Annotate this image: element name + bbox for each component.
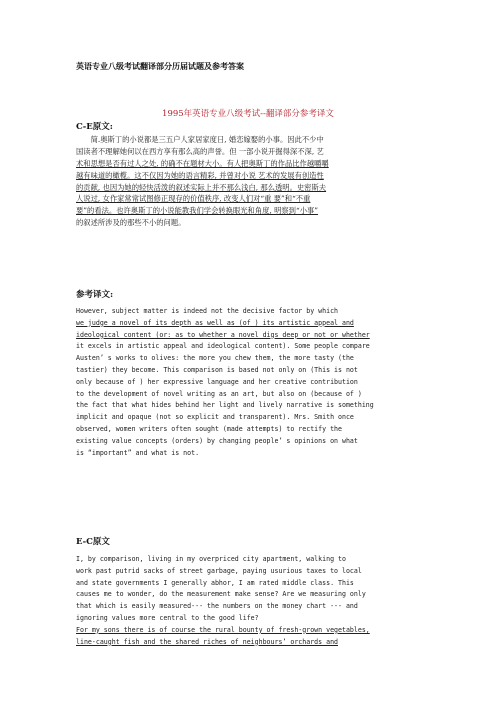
ce-line: 简.奥斯丁的小说都是三五户人家居家度日, 婚恋嫁娶的小事。因此不少中 xyxy=(76,135,324,144)
ec-line: For my sons there is of course the rural bounty of fresh-grown vegetables, xyxy=(76,625,370,634)
ref-line: it excels in artistic appeal and ideological content). Some people compare xyxy=(76,342,370,351)
ref-line: observed, women writers often sought (made attempts) to rectify the xyxy=(76,424,342,433)
ce-line: 国读者不理解她何以在西方享有那么高的声誉。但 一部小说开掘得深不深, 艺 xyxy=(76,146,324,156)
ce-heading: C-E原文: xyxy=(76,122,113,132)
ec-line: I, by comparison, living in my overpriced city apartment, walking to xyxy=(76,555,346,563)
ce-line: 的叙述所涉及的那些不小的问题。 xyxy=(76,218,186,228)
ref-line: is “important” and what is not. xyxy=(76,448,200,457)
ce-line: 越有味道的橄榄。这不仅因为她的语言精彩, 并曾对小说 艺术的发展有创造性 xyxy=(76,170,324,180)
ref-line: to the development of novel writing as an art, but also on (because of ) xyxy=(76,389,362,398)
ref-line: we judge a novel of its depth as well as (of ) its artistic appeal and xyxy=(76,318,354,327)
ref-line: tastier) they become. This comparison is based not only on (This is not xyxy=(76,365,358,374)
ref-line: the fact that what hides behind her light and lively narrative is something xyxy=(76,401,374,410)
ce-line: 人说过, 女作家常常试图修正现存的价值秩序, 改变人们对“重 要”和“不重 xyxy=(76,194,311,204)
document-title: 英语专业八级考试翻译部分历届试题及参考答案 xyxy=(76,61,244,71)
reference-heading: 参考译文: xyxy=(76,290,114,300)
ref-line: However, subject matter is indeed not the decisive factor by which xyxy=(76,307,339,315)
ce-line: 术和思想是否有过人之处, 的确不在题材大小。有人把奥斯丁的作品比作越嚼嚼 xyxy=(76,158,329,168)
ce-source-paragraph xyxy=(76,134,420,229)
ec-line: and state governments I generally abhor, I am rated middle class. This xyxy=(76,578,354,587)
ec-line: causes me to wonder, do the measurement make sense? Are we measuring only xyxy=(76,590,366,599)
ref-line: only because of ) her expressive language and her creative contribution xyxy=(76,377,358,386)
ref-line: Austen’ s works to olives: the more you chew them, the more tasty (the xyxy=(76,354,354,363)
ec-heading: E-C原文 xyxy=(76,537,110,547)
ec-line: work past putrid sacks of street garbage, paying usurious taxes to local xyxy=(76,566,362,575)
ref-line: implicit and opaque (not so explicit and transparent). Mrs. Smith once xyxy=(76,413,354,422)
reference-translation xyxy=(76,306,424,459)
ec-source-paragraph xyxy=(76,554,424,648)
ec-line: ignoring values more central to the good life? xyxy=(76,613,259,622)
ec-line: line-caught fish and the shared riches of neighbours’ orchards and xyxy=(76,637,339,646)
ec-line: that which is easily measured--- the numbers on the money chart --- and xyxy=(76,602,358,611)
section-subtitle: 1995年英语专业八级考试--翻译部分参考译文 xyxy=(162,109,334,119)
ce-line: 要”的看法。也许奥斯丁的小说能教我们学会转换眼光和角度, 明察到“小事” xyxy=(76,206,319,216)
ref-line: existing value concepts (orders) by changing people’ s opinions on what xyxy=(76,436,358,445)
ce-line: 的贡献, 也因为她的轻快活泼的叙述实际上并不那么浅白, 那么透明。史密斯夫 xyxy=(76,182,327,192)
ref-line: ideological content (or: as to whether a novel digs deep or not or whether xyxy=(76,330,370,339)
